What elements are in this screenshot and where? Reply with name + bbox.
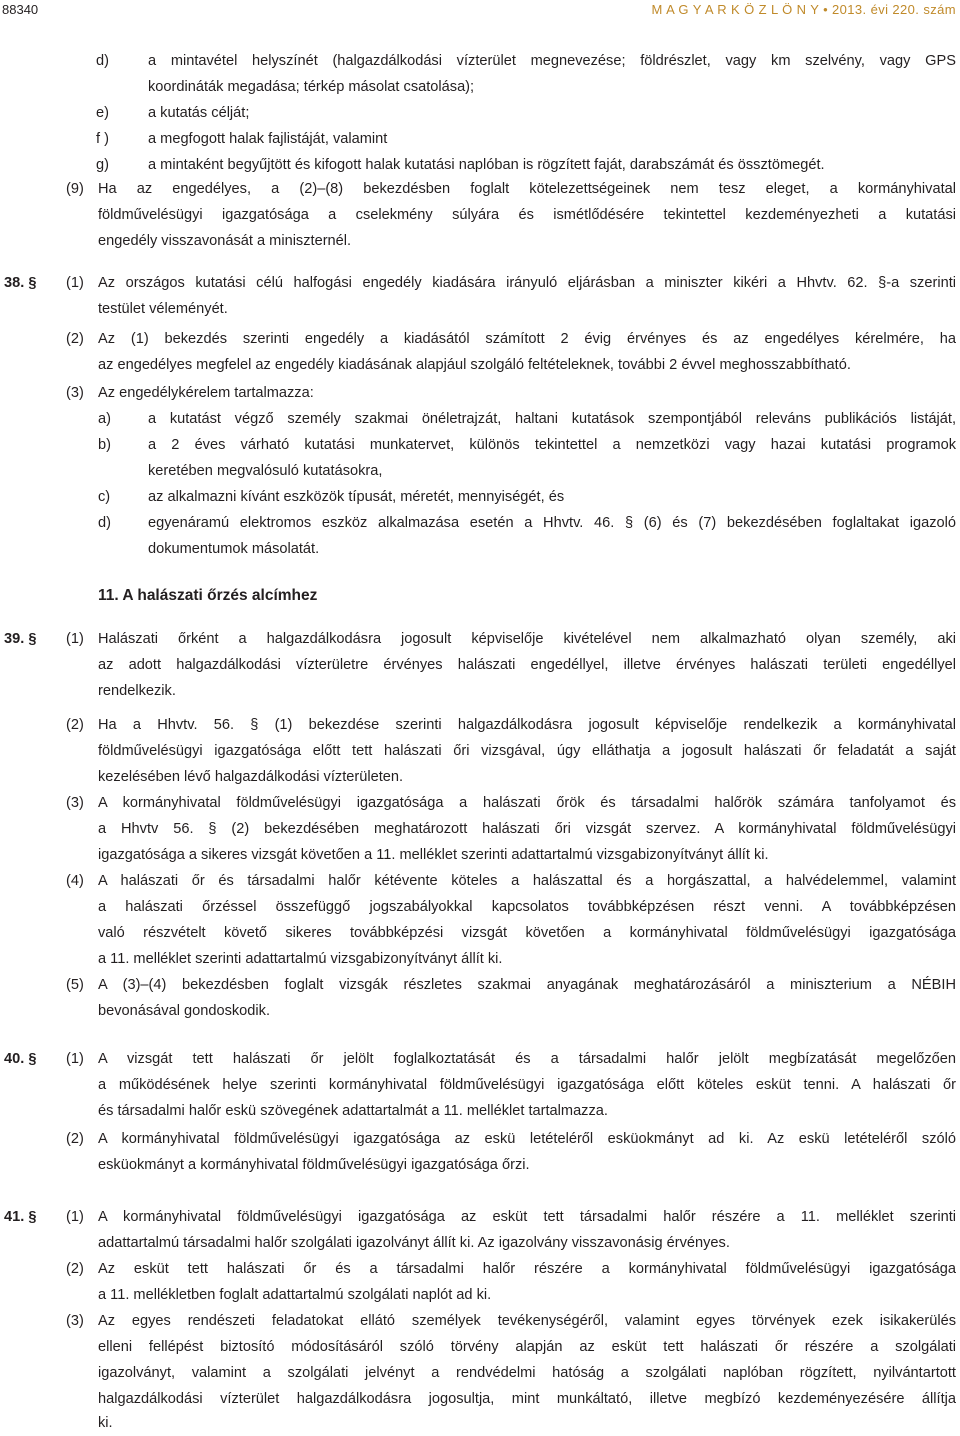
text-line: a megfogott halak fajlistáját, valamint — [148, 131, 388, 147]
journal-header: M A G Y A R K Ö Z L Ö N Y • 2013. évi 220. szám — [651, 2, 956, 17]
text-line: Ha az engedélyes, a (2)–(8) bekezdésben foglalt kötelezettségeinek nem tesz eleget, a kormányhivatal — [98, 181, 956, 197]
item-label: (9) — [66, 181, 84, 197]
text-line: a működésének helye szerinti kormányhivatal földművelésügyi igazgatósága előtt köteles esküt tenni. A halászati őr — [98, 1077, 956, 1093]
text-line: Az esküt tett halászati őr és a társadalmi halőr részére a kormányhivatal földművelésügyi igazgatósága — [98, 1261, 956, 1277]
text-line: igazgatósága a sikeres vizsgát követően a 11. melléklet szerinti adattartalmú vizsgabizonyítványt állít ki. — [98, 847, 769, 863]
text-line: halgazdálkodási vízterület halgazdálkodásra jogosultja, mint munkáltató, illetve megbízó kezdeményezésére állítja — [98, 1391, 956, 1407]
text-line: keretében megvalósuló kutatásokra, — [148, 463, 383, 479]
text-line: A kormányhivatal földművelésügyi igazgatósága a halászati őrök és társadalmi halőrök számára tanfolyamot és — [98, 795, 956, 811]
text-line: Ha a Hhvtv. 56. § (1) bekezdése szerinti halgazdálkodásra jogosult képviselője rendelkezik a kormányhivatal — [98, 717, 956, 733]
text-line: az alkalmazni kívánt eszközök típusát, méretét, mennyiségét, és — [148, 489, 565, 505]
text-line: a kutatás célját; — [148, 105, 250, 121]
text-line: rendelkezik. — [98, 683, 176, 699]
text-line: A kormányhivatal földművelésügyi igazgatósága az esküt tett társadalmi halőr részére a 11. melléklet szerinti — [98, 1209, 956, 1225]
item-label: d) — [98, 515, 111, 531]
text-line: Halászati őrként a halgazdálkodásra jogosult képviselője kivételével nem alkalmazható olyan személy, aki — [98, 631, 956, 647]
item-label: (2) — [66, 1261, 84, 1277]
item-label: (3) — [66, 385, 84, 401]
text-line: a Hhvtv 56. § (2) bekezdésében meghatározott halászati őri vizsgát szervez. A kormányhivatal földművelésügyi — [98, 821, 956, 837]
text-line: (1) — [66, 1209, 84, 1225]
text-line: és társadalmi halőr eskü szövegének adattartalmát a 11. melléklet tartalmazza. — [98, 1103, 608, 1119]
item-label: (3) — [66, 1313, 84, 1329]
text-line: esküokmányt a kormányhivatal földművelésügyi igazgatósága őrzi. — [98, 1157, 530, 1173]
item-label: b) — [98, 437, 111, 453]
text-line: (1) — [66, 1051, 84, 1067]
section-number: 41. § — [4, 1209, 37, 1225]
text-line: (1) — [66, 631, 84, 647]
section-heading: 11. A halászati őrzés alcímhez — [98, 587, 318, 604]
item-label: ki. — [98, 1415, 113, 1431]
text-line: az engedélyes megfelel az engedély kiadásának alapjául szolgáló feltételeknek, további 2 évvel meghosszabbítható. — [98, 357, 851, 373]
text-line: Az egyes rendészeti feladatokat ellátó személyek tevékenységéről, valamint egyes törvények ezek isikakerülés — [98, 1313, 956, 1329]
text-line: koordináták megadása; térkép másolat csatolása); — [148, 79, 475, 95]
text-line: testület véleményét. — [98, 301, 228, 317]
text-line: dokumentumok másolatát. — [148, 541, 320, 557]
text-line: földművelésügyi igazgatósága a cselekmény súlyára és ismétlődésére tekintettel kezdeményezheti a kutatási — [98, 207, 956, 223]
text-line: (1) — [66, 275, 84, 291]
item-label: c) — [98, 489, 111, 505]
item-label: (2) — [66, 1131, 84, 1147]
text-line: a mintavétel helyszínét (halgazdálkodási vízterület megnevezése; földrészlet, vagy km szelvény, vagy GPS — [148, 53, 956, 69]
text-line: engedély visszavonását a miniszternél. — [98, 233, 352, 249]
item-label: g) — [96, 157, 109, 173]
item-label: a) — [98, 411, 111, 427]
text-line: Az engedélykérelem tartalmazza: — [98, 385, 314, 401]
item-label: f ) — [96, 131, 109, 147]
text-line: A kormányhivatal földművelésügyi igazgatósága az eskü letételéről esküokmányt ad ki. Az eskü letételéről szóló — [98, 1131, 956, 1147]
text-line: egyenáramú elektromos eszköz alkalmazása esetén a Hhvtv. 46. § (6) és (7) bekezdésében foglaltakat igazoló — [148, 515, 956, 531]
text-line: a 11. melléklet szerinti adattartalmú vizsgabizonyítványt állít ki. — [98, 951, 503, 967]
text-line: bevonásával gondoskodik. — [98, 1003, 271, 1019]
text-line: adattartalmú társadalmi halőr szolgálati igazolványt állít ki. Az igazolvány visszavonásig érvényes. — [98, 1235, 730, 1251]
text-line: A vizsgát tett halászati őr jelölt foglalkoztatását és a társadalmi halőr jelölt megbízatását megelőzően — [98, 1051, 956, 1067]
item-label: (4) — [66, 873, 84, 889]
text-line: kezelésében lévő halgazdálkodási vízterületen. — [98, 769, 404, 785]
item-label: e) — [96, 105, 109, 121]
text-line: Az országos kutatási célú halfogási engedély kiadására irányuló eljárásban a miniszter kikéri a Hhvtv. 62. §-a szerinti — [98, 275, 956, 291]
text-line: A halászati őr és társadalmi halőr kétévente köteles a halászattal és a horgászattal, a halvédelemmel, valamint — [98, 873, 956, 889]
item-label: (5) — [66, 977, 84, 993]
text-line: igazolványt, valamint a szolgálati jelvényt a rendvédelmi hatóság a szolgálati naplóban rögzített, nyilvántartott — [98, 1365, 956, 1381]
text-line: a halászati őrzéssel összefüggő jogszabályokkal kapcsolatos továbbképzésen részt venni. A továbbképzésen — [98, 899, 956, 915]
page-number: 88340 — [2, 2, 39, 17]
section-number: 40. § — [4, 1051, 37, 1067]
text-line: való részvételt követő sikeres továbbképzési vizsgát követően a kormányhivatal földművelésügyi igazgatósága — [98, 925, 956, 941]
text-line: a mintaként begyűjtött és kifogott halak kutatási naplóban is rögzített faját, darabszámát és össztömegét. — [148, 157, 825, 173]
text-line: a 2 éves várható kutatási munkatervet, különös tekintettel a nemzetközi vagy hazai kutatási programok — [148, 437, 956, 453]
section-number: 39. § — [4, 631, 37, 647]
text-line: Az (1) bekezdés szerinti engedély a kiadásától számított 2 évig érvényes és az engedélyes kérelmére, ha — [98, 331, 956, 347]
text-line: A (3)–(4) bekezdésben foglalt vizsgák részletes szakmai anyagának meghatározásáról a miniszterium a NÉBIH — [98, 977, 956, 993]
item-label: d) — [96, 53, 109, 69]
text-line: elleni fellépést biztosító módosításáról szóló törvény alapján az esküt tett halászati őr részére a szolgálati — [98, 1339, 956, 1355]
item-label: (2) — [66, 331, 84, 347]
item-label: (3) — [66, 795, 84, 811]
section-number: 38. § — [4, 275, 37, 291]
text-line: a 11. mellékletben foglalt adattartalmú szolgálati naplót ad ki. — [98, 1287, 492, 1303]
item-label: (2) — [66, 717, 84, 733]
text-line: a kutatást végző személy szakmai önéletrajzát, haltani kutatások szempontjából releváns publikációs listáját, — [148, 411, 956, 427]
text-line: az adott halgazdálkodási vízterületre érvényes halászati engedéllyel, illetve érvényes halászati területi engedéllyel — [98, 657, 956, 673]
text-line: földművelésügyi igazgatósága előtt tett halászati őri vizsgával, úgy elláthatja a jogosult halászati őr feladatát a saját — [98, 743, 956, 759]
